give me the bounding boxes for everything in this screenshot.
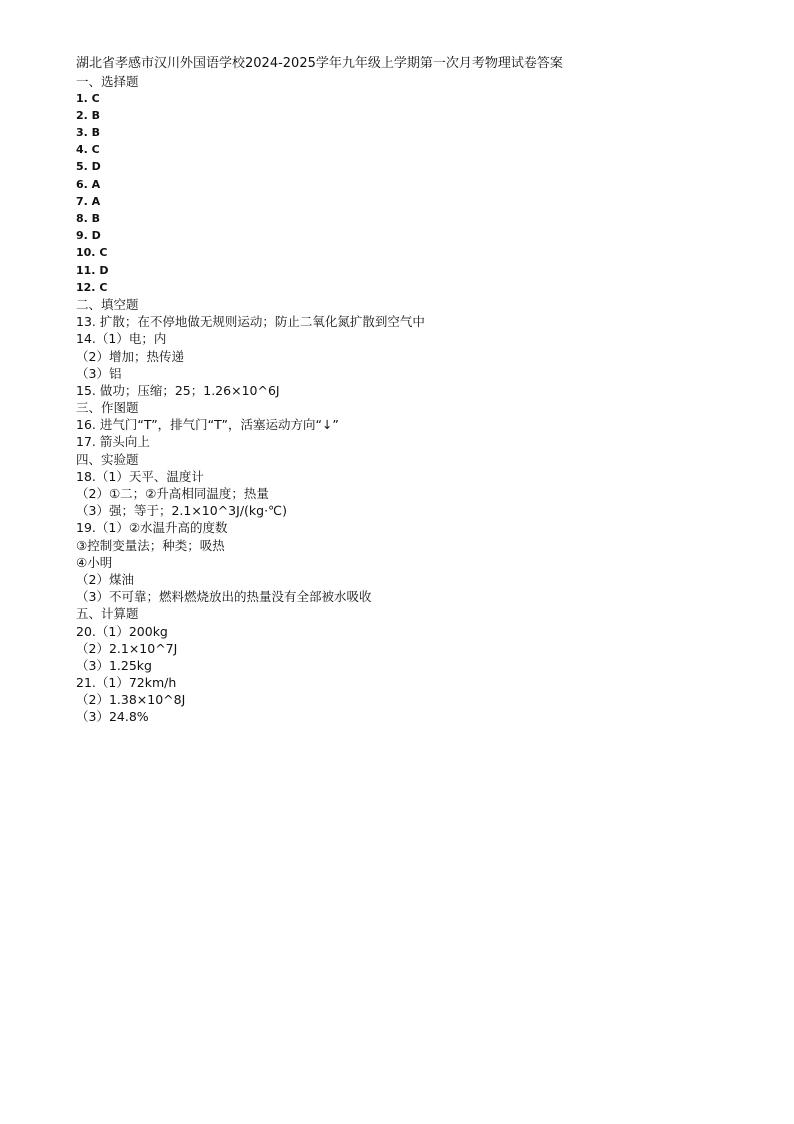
- answer-line: 15. 做功；压缩；25；1.26×10^6J: [76, 382, 280, 398]
- answer-line: 3. B: [76, 126, 101, 140]
- answer-line: （2）①二；②升高相同温度；热量: [76, 486, 269, 501]
- answer-line: 6. A: [76, 177, 101, 191]
- answer-line: （2）增加；热传递: [76, 348, 184, 364]
- answer-line: 7. A: [76, 194, 101, 208]
- answer-line: （3）1.25kg: [76, 657, 152, 673]
- answer-line: 5. D: [76, 160, 101, 174]
- section-heading: 四、实验题: [76, 451, 139, 467]
- section-heading: 一、选择题: [76, 73, 139, 89]
- answer-line: 11. D: [76, 263, 109, 277]
- section-heading: 二、填空题: [76, 296, 139, 312]
- answer-line: 4. C: [76, 143, 100, 157]
- answer-line: 8. B: [76, 212, 101, 225]
- answer-line: （2）2.1×10^7J: [76, 640, 178, 656]
- document-title: 湖北省孝感市汉川外国语学校2024-2025学年九年级上学期第一次月考物理试卷答案: [76, 56, 563, 71]
- answer-line: 18.（1）天平、温度计: [76, 468, 204, 484]
- answer-line: ④小明: [76, 554, 113, 570]
- answer-line: 13. 扩散；在不停地做无规则运动；防止二氧化氮扩散到空气中: [76, 314, 425, 330]
- answer-line: 19.（1）②水温升高的度数: [76, 520, 228, 536]
- answer-line: ③控制变量法；种类；吸热: [76, 537, 225, 553]
- answer-line: 10. C: [76, 246, 108, 260]
- section-heading: 三、作图题: [76, 400, 139, 416]
- answer-line: 2. B: [76, 108, 101, 122]
- answer-list: [76, 73, 756, 726]
- answer-line: 21.（1）72km/h: [76, 675, 177, 691]
- answer-sheet: [76, 55, 756, 726]
- answer-line: 17. 箭头向上: [76, 434, 150, 450]
- answer-line: （3）24.8%: [76, 709, 149, 725]
- answer-line: （2）煤油: [76, 571, 134, 587]
- answer-line: （3）铝: [76, 365, 122, 381]
- section-heading: 五、计算题: [76, 606, 139, 622]
- answer-line: （2）1.38×10^8J: [76, 692, 186, 708]
- answer-line: 16. 进气门“T”，排气门“T”，活塞运动方向“↓”: [76, 417, 339, 433]
- answer-line: （3）强；等于；2.1×10^3J/(kg·℃): [76, 503, 287, 519]
- answer-line: 1. C: [76, 91, 100, 105]
- answer-line: 9. D: [76, 229, 101, 243]
- answer-line: 14.（1）电；内: [76, 331, 167, 347]
- answer-line: 12. C: [76, 280, 108, 294]
- answer-line: 20.（1）200kg: [76, 623, 168, 639]
- answer-line: （3）不可靠；燃料燃烧放出的热量没有全部被水吸收: [76, 589, 372, 605]
